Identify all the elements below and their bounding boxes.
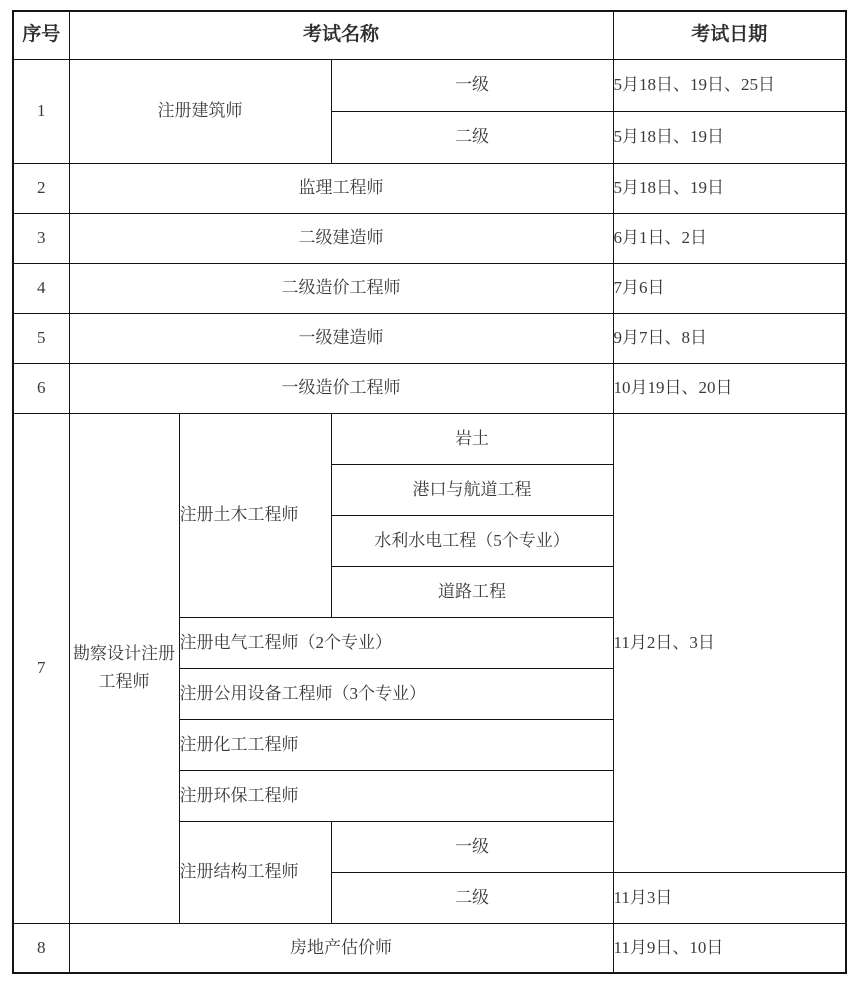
row-no: 7 [13,413,69,923]
exam-level: 一级 [331,821,613,872]
exam-date: 11月9日、10日 [613,923,846,973]
header-index: 序号 [13,11,69,59]
exam-subname: 注册土木工程师 [179,413,331,617]
exam-subname: 注册电气工程师（2个专业） [179,617,613,668]
header-exam-name: 考试名称 [69,11,613,59]
exam-name: 勘察设计注册工程师 [69,413,179,923]
exam-name: 一级建造师 [69,313,613,363]
exam-specialty: 水利水电工程（5个专业） [331,515,613,566]
exam-date: 10月19日、20日 [613,363,846,413]
exam-level: 二级 [331,111,613,163]
table-row [13,413,846,464]
table-row [13,923,846,973]
exam-date: 5月18日、19日 [613,163,846,213]
exam-specialty: 港口与航道工程 [331,464,613,515]
exam-date: 5月18日、19日、25日 [613,59,846,111]
exam-specialty: 岩土 [331,413,613,464]
table-row [13,163,846,213]
row-no: 4 [13,263,69,313]
exam-name: 注册建筑师 [69,59,331,163]
header-exam-date: 考试日期 [613,11,846,59]
exam-schedule-table [12,10,847,974]
exam-name: 房地产估价师 [69,923,613,973]
exam-specialty: 道路工程 [331,566,613,617]
exam-level: 二级 [331,872,613,923]
table-row [13,263,846,313]
row-no: 3 [13,213,69,263]
exam-name: 二级建造师 [69,213,613,263]
exam-name: 监理工程师 [69,163,613,213]
row-no: 8 [13,923,69,973]
exam-date: 7月6日 [613,263,846,313]
row-no: 5 [13,313,69,363]
exam-subname: 注册结构工程师 [179,821,331,923]
exam-name: 二级造价工程师 [69,263,613,313]
exam-date: 9月7日、8日 [613,313,846,363]
table-header-row [13,11,846,59]
exam-date: 11月3日 [613,872,846,923]
exam-date: 5月18日、19日 [613,111,846,163]
exam-subname: 注册环保工程师 [179,770,613,821]
exam-subname: 注册公用设备工程师（3个专业） [179,668,613,719]
row-no: 2 [13,163,69,213]
exam-subname: 注册化工工程师 [179,719,613,770]
row-no: 1 [13,59,69,163]
table-row [13,313,846,363]
table-row [13,59,846,111]
exam-name: 一级造价工程师 [69,363,613,413]
table-row [13,363,846,413]
exam-level: 一级 [331,59,613,111]
exam-date: 11月2日、3日 [613,413,846,872]
table-row [13,213,846,263]
exam-date: 6月1日、2日 [613,213,846,263]
row-no: 6 [13,363,69,413]
